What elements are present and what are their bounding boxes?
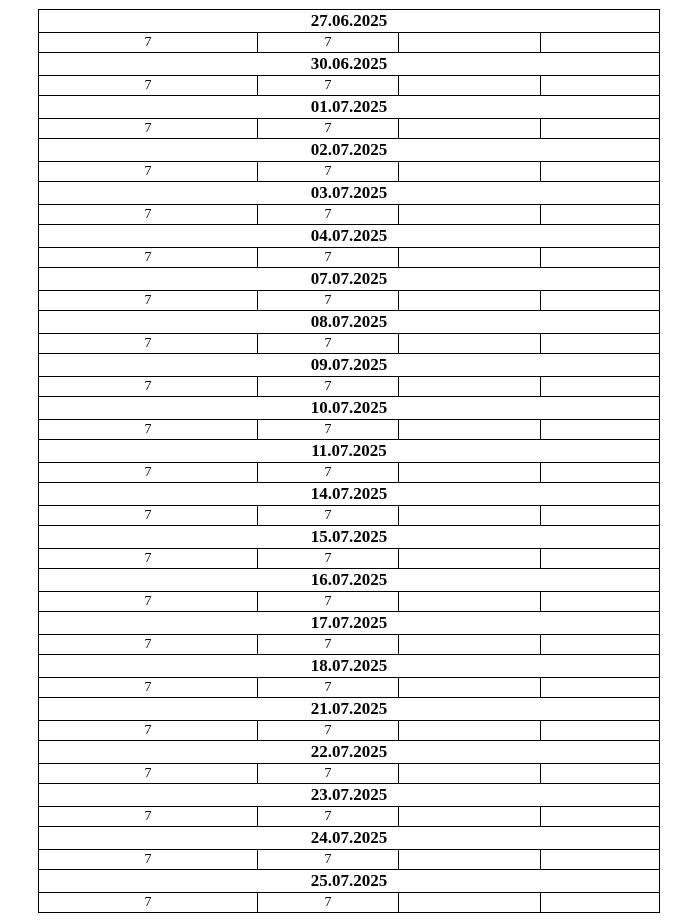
table-row	[39, 549, 660, 569]
date-header: 21.07.2025	[39, 698, 660, 721]
date-header-row	[39, 397, 660, 420]
table-row	[39, 291, 660, 311]
date-header: 30.06.2025	[39, 53, 660, 76]
date-header-row	[39, 139, 660, 162]
table-row	[39, 850, 660, 870]
date-header-row	[39, 53, 660, 76]
table-cell-col-1: 7	[39, 119, 258, 139]
table-cell-col-4	[541, 721, 660, 741]
date-header: 22.07.2025	[39, 741, 660, 764]
date-header: 16.07.2025	[39, 569, 660, 592]
table-cell-col-4	[541, 33, 660, 53]
table-row	[39, 162, 660, 182]
date-header: 07.07.2025	[39, 268, 660, 291]
date-header: 14.07.2025	[39, 483, 660, 506]
table-cell-col-4	[541, 76, 660, 96]
table-row	[39, 76, 660, 96]
table-cell-col-2: 7	[258, 248, 399, 268]
date-header: 10.07.2025	[39, 397, 660, 420]
table-cell-col-2: 7	[258, 162, 399, 182]
date-header: 09.07.2025	[39, 354, 660, 377]
table-cell-col-2: 7	[258, 76, 399, 96]
table-cell-col-1: 7	[39, 162, 258, 182]
table-cell-col-1: 7	[39, 678, 258, 698]
table-cell-col-1: 7	[39, 506, 258, 526]
table-cell-col-3	[399, 291, 541, 311]
table-cell-col-1: 7	[39, 807, 258, 827]
date-header: 23.07.2025	[39, 784, 660, 807]
date-header-row	[39, 655, 660, 678]
table-cell-col-2: 7	[258, 377, 399, 397]
table-row	[39, 334, 660, 354]
table-cell-col-4	[541, 377, 660, 397]
table-cell-col-4	[541, 463, 660, 483]
table-row	[39, 592, 660, 612]
date-header-row	[39, 483, 660, 506]
table-cell-col-2: 7	[258, 463, 399, 483]
table-cell-col-3	[399, 678, 541, 698]
table-cell-col-4	[541, 291, 660, 311]
table-row	[39, 764, 660, 784]
table-row	[39, 248, 660, 268]
table-row	[39, 893, 660, 913]
date-header-row	[39, 784, 660, 807]
table-cell-col-3	[399, 635, 541, 655]
table-row	[39, 119, 660, 139]
date-header: 11.07.2025	[39, 440, 660, 463]
table-cell-col-2: 7	[258, 893, 399, 913]
table-row	[39, 635, 660, 655]
table-cell-col-2: 7	[258, 420, 399, 440]
table-cell-col-3	[399, 248, 541, 268]
table-cell-col-2: 7	[258, 506, 399, 526]
table-cell-col-2: 7	[258, 549, 399, 569]
table-cell-col-3	[399, 205, 541, 225]
table-cell-col-4	[541, 678, 660, 698]
table-cell-col-2: 7	[258, 205, 399, 225]
table-cell-col-1: 7	[39, 850, 258, 870]
table-cell-col-3	[399, 764, 541, 784]
date-header-row	[39, 569, 660, 592]
table-cell-col-1: 7	[39, 549, 258, 569]
table-cell-col-2: 7	[258, 678, 399, 698]
table-cell-col-4	[541, 506, 660, 526]
date-header: 17.07.2025	[39, 612, 660, 635]
table-cell-col-4	[541, 119, 660, 139]
date-header-row	[39, 870, 660, 893]
table-cell-col-2: 7	[258, 119, 399, 139]
table-cell-col-3	[399, 506, 541, 526]
table-cell-col-3	[399, 420, 541, 440]
table-cell-col-1: 7	[39, 420, 258, 440]
table-cell-col-3	[399, 463, 541, 483]
table-cell-col-1: 7	[39, 721, 258, 741]
table-cell-col-1: 7	[39, 893, 258, 913]
table-cell-col-2: 7	[258, 850, 399, 870]
table-cell-col-3	[399, 33, 541, 53]
date-header-row	[39, 268, 660, 291]
date-header: 15.07.2025	[39, 526, 660, 549]
date-header-row	[39, 10, 660, 33]
table-cell-col-2: 7	[258, 291, 399, 311]
table-cell-col-3	[399, 377, 541, 397]
table-row	[39, 33, 660, 53]
table-cell-col-3	[399, 893, 541, 913]
table-row	[39, 807, 660, 827]
table-cell-col-4	[541, 549, 660, 569]
table-cell-col-4	[541, 850, 660, 870]
date-header-row	[39, 96, 660, 119]
table-cell-col-2: 7	[258, 721, 399, 741]
date-header: 24.07.2025	[39, 827, 660, 850]
date-header-row	[39, 440, 660, 463]
date-header-row	[39, 698, 660, 721]
table-cell-col-3	[399, 549, 541, 569]
table-cell-col-2: 7	[258, 334, 399, 354]
date-header-row	[39, 225, 660, 248]
table-cell-col-1: 7	[39, 76, 258, 96]
date-header: 02.07.2025	[39, 139, 660, 162]
date-header-row	[39, 741, 660, 764]
table-cell-col-1: 7	[39, 764, 258, 784]
table-cell-col-4	[541, 420, 660, 440]
date-header: 08.07.2025	[39, 311, 660, 334]
date-header: 18.07.2025	[39, 655, 660, 678]
table-cell-col-4	[541, 635, 660, 655]
table-cell-col-2: 7	[258, 592, 399, 612]
date-header-row	[39, 354, 660, 377]
schedule-table	[38, 9, 660, 913]
table-row	[39, 377, 660, 397]
date-header-row	[39, 612, 660, 635]
date-header: 25.07.2025	[39, 870, 660, 893]
date-header-row	[39, 526, 660, 549]
date-header: 01.07.2025	[39, 96, 660, 119]
table-cell-col-1: 7	[39, 377, 258, 397]
table-cell-col-3	[399, 334, 541, 354]
table-row	[39, 420, 660, 440]
table-cell-col-3	[399, 592, 541, 612]
schedule-body	[39, 10, 660, 913]
table-cell-col-3	[399, 119, 541, 139]
table-cell-col-4	[541, 764, 660, 784]
table-cell-col-1: 7	[39, 248, 258, 268]
date-header-row	[39, 182, 660, 205]
table-cell-col-2: 7	[258, 33, 399, 53]
table-cell-col-4	[541, 334, 660, 354]
date-header: 03.07.2025	[39, 182, 660, 205]
table-cell-col-2: 7	[258, 764, 399, 784]
table-cell-col-2: 7	[258, 807, 399, 827]
table-cell-col-1: 7	[39, 33, 258, 53]
table-cell-col-4	[541, 248, 660, 268]
table-cell-col-1: 7	[39, 334, 258, 354]
date-header: 04.07.2025	[39, 225, 660, 248]
table-cell-col-4	[541, 592, 660, 612]
table-cell-col-1: 7	[39, 205, 258, 225]
table-cell-col-1: 7	[39, 291, 258, 311]
table-cell-col-4	[541, 893, 660, 913]
table-cell-col-1: 7	[39, 635, 258, 655]
table-cell-col-3	[399, 850, 541, 870]
date-header-row	[39, 827, 660, 850]
table-cell-col-1: 7	[39, 592, 258, 612]
table-cell-col-3	[399, 721, 541, 741]
table-row	[39, 205, 660, 225]
date-header: 27.06.2025	[39, 10, 660, 33]
date-header-row	[39, 311, 660, 334]
table-cell-col-2: 7	[258, 635, 399, 655]
table-row	[39, 463, 660, 483]
table-cell-col-4	[541, 807, 660, 827]
table-cell-col-3	[399, 76, 541, 96]
table-row	[39, 721, 660, 741]
table-cell-col-4	[541, 205, 660, 225]
table-row	[39, 506, 660, 526]
table-cell-col-3	[399, 162, 541, 182]
table-row	[39, 678, 660, 698]
table-cell-col-1: 7	[39, 463, 258, 483]
table-cell-col-4	[541, 162, 660, 182]
table-cell-col-3	[399, 807, 541, 827]
